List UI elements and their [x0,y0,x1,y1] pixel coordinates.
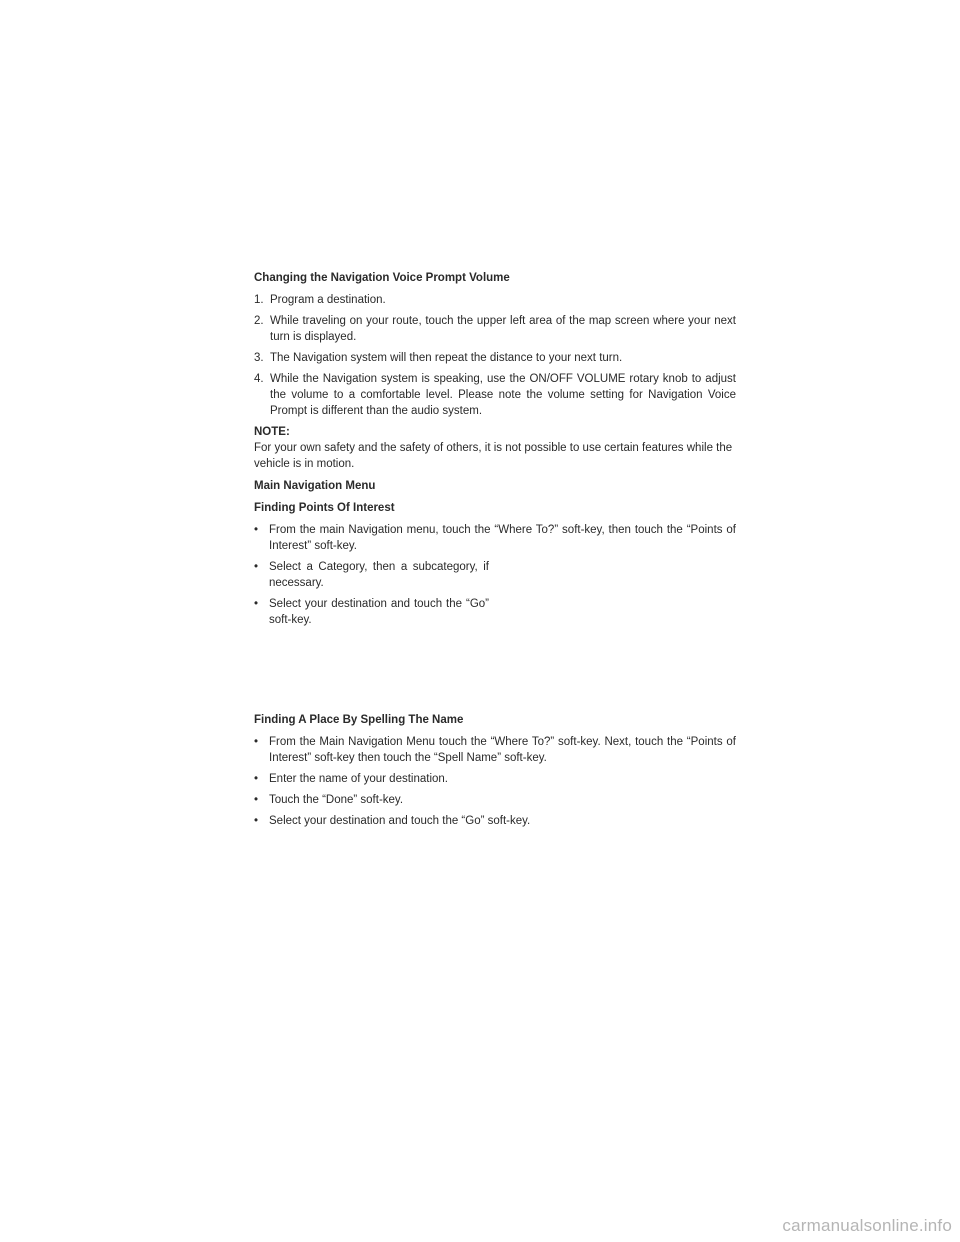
watermark-link[interactable]: carmanualsonline.info [782,1216,952,1235]
bullet-text: Select your destination and touch the “Go” soft-key. [269,598,489,626]
bullet-text: Enter the name of your destination. [269,773,448,785]
poi-bullet-1 [254,522,736,554]
spell-name-heading: Finding A Place By Spelling The Name [254,714,464,726]
step-2 [254,313,736,345]
bullet-text: Select a Category, then a subcategory, if necessary. [269,561,489,589]
bullet-marker: • [254,736,259,748]
poi-bullet-3 [254,596,489,628]
points-of-interest-heading: Finding Points Of Interest [254,502,395,514]
step-marker: 2. [254,315,264,327]
poi-bullet-2 [254,559,489,591]
main-navigation-menu-heading: Main Navigation Menu [254,480,376,492]
spell-bullet-2 [254,771,736,787]
spell-bullet-1 [254,734,736,766]
bullet-marker: • [254,773,259,785]
step-text: Program a destination. [270,294,386,306]
step-text: The Navigation system will then repeat the distance to your next turn. [270,352,623,364]
image-placeholder-space [254,633,736,712]
bullet-marker: • [254,598,259,610]
bullet-text: From the main Navigation menu, touch the “Where To?” soft-key, then touch the “Points of Interest” soft-key. [269,524,736,552]
bullet-text: Touch the “Done” soft-key. [269,794,404,806]
bullet-marker: • [254,524,259,536]
spell-bullet-3 [254,792,736,808]
bullet-marker: • [254,561,259,573]
bullet-text: From the Main Navigation Menu touch the “Where To?” soft-key. Next, touch the “Points of Interest” soft-key then touch the “Spell Name” soft-key. [269,736,736,764]
step-1 [254,292,736,308]
step-marker: 3. [254,352,264,364]
spell-bullet-4 [254,813,736,829]
step-3 [254,350,736,366]
step-text: While traveling on your route, touch the upper left area of the map screen where your next turn is displayed. [270,315,736,343]
note-label: NOTE: [254,426,290,438]
step-marker: 4. [254,373,264,385]
manual-page-content [254,270,736,834]
step-text: While the Navigation system is speaking, use the ON/OFF VOLUME rotary knob to adjust the volume to a comfortable level. Please note the volume setting for Navigation Voice Prompt is different than the audio system. [270,373,736,417]
bullet-marker: • [254,794,259,806]
voice-prompt-volume-heading: Changing the Navigation Voice Prompt Volume [254,272,510,284]
bullet-text: Select your destination and touch the “Go” soft-key. [269,815,531,827]
note-text: For your own safety and the safety of others, it is not possible to use certain features while the vehicle is in motion. [254,442,733,470]
step-marker: 1. [254,294,264,306]
step-4 [254,371,736,419]
bullet-marker: • [254,815,259,827]
